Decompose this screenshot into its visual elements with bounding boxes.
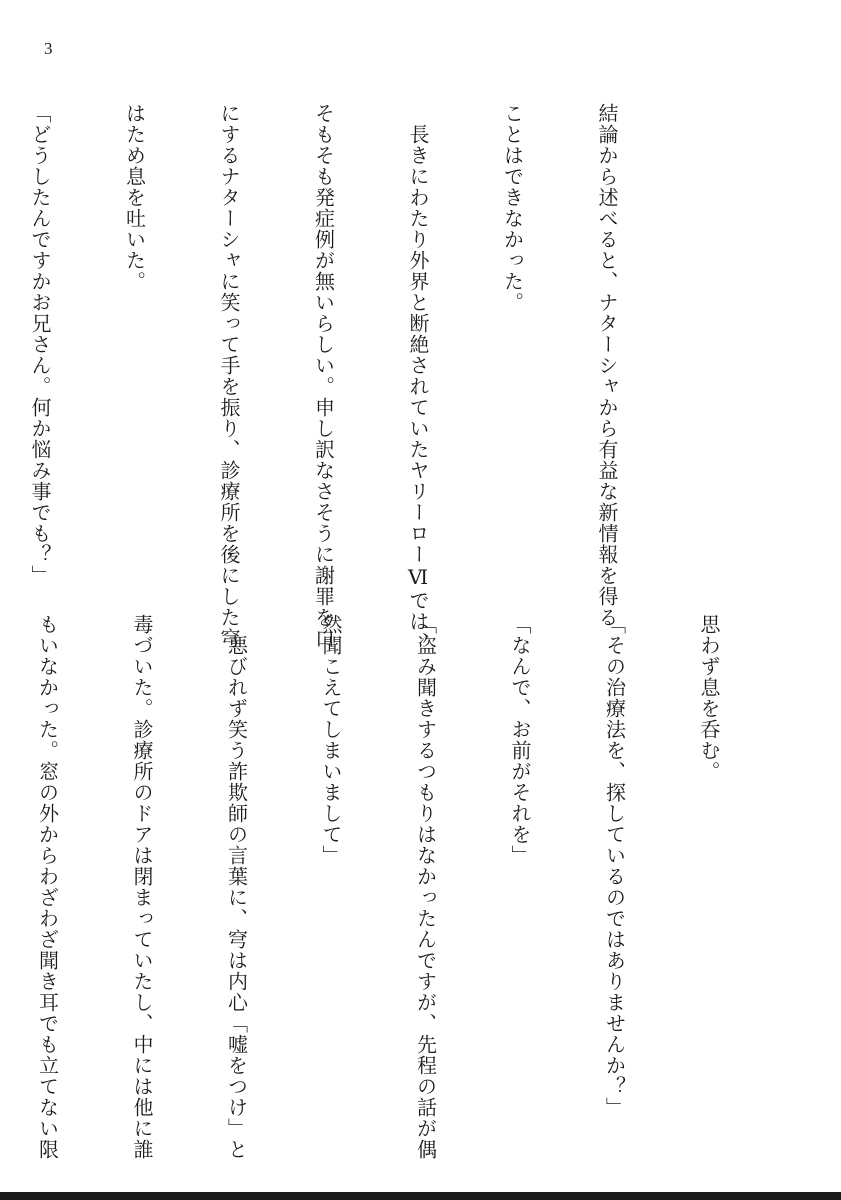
text-line: そもそも発症例が無いらしい。申し訳なさそうに謝罪を口 [311, 103, 336, 649]
text-line: はため息を吐いた。 [122, 103, 147, 292]
text-line: 思わず息を呑む。 [697, 614, 721, 782]
text-line: 毒づいた。診療所のドアは閉まっていたし、中には他に誰 [130, 614, 154, 1160]
page-number: 3 [44, 39, 53, 58]
text-line: 悪びれず笑う詐欺師の言葉に、穹は内心「嘘をつけ」と [224, 614, 249, 1160]
text-line: 結論から述べると、ナターシャから有益な新情報を得る [595, 103, 619, 628]
text-column-top [28, 103, 685, 653]
text-line: 然聞こえてしまいまして」 [319, 614, 343, 866]
text-line: 「なんで、お前がそれを」 [508, 614, 532, 866]
text-line: 「盗み聞きするつもりはなかったんですが、先程の話が偶 [413, 614, 438, 1160]
text-line: にするナターシャに笑って手を振り、診療所を後にした穹 [217, 103, 241, 649]
text-line: ことはできなかった。 [500, 103, 525, 313]
bottom-rule [0, 1192, 841, 1200]
text-line: 長きにわたり外界と断絶されていたヤリーローⅥでは、 [406, 103, 430, 653]
text-column-bottom [35, 614, 787, 1160]
text-line: もいなかった。窓の外からわざわざ聞き耳でも立てない限 [35, 614, 60, 1160]
text-line: 「どうしたんですかお兄さん。何か悩み事でも？」 [28, 103, 52, 586]
text-line: 「その治療法を、探しているのではありませんか？」 [602, 614, 627, 1118]
